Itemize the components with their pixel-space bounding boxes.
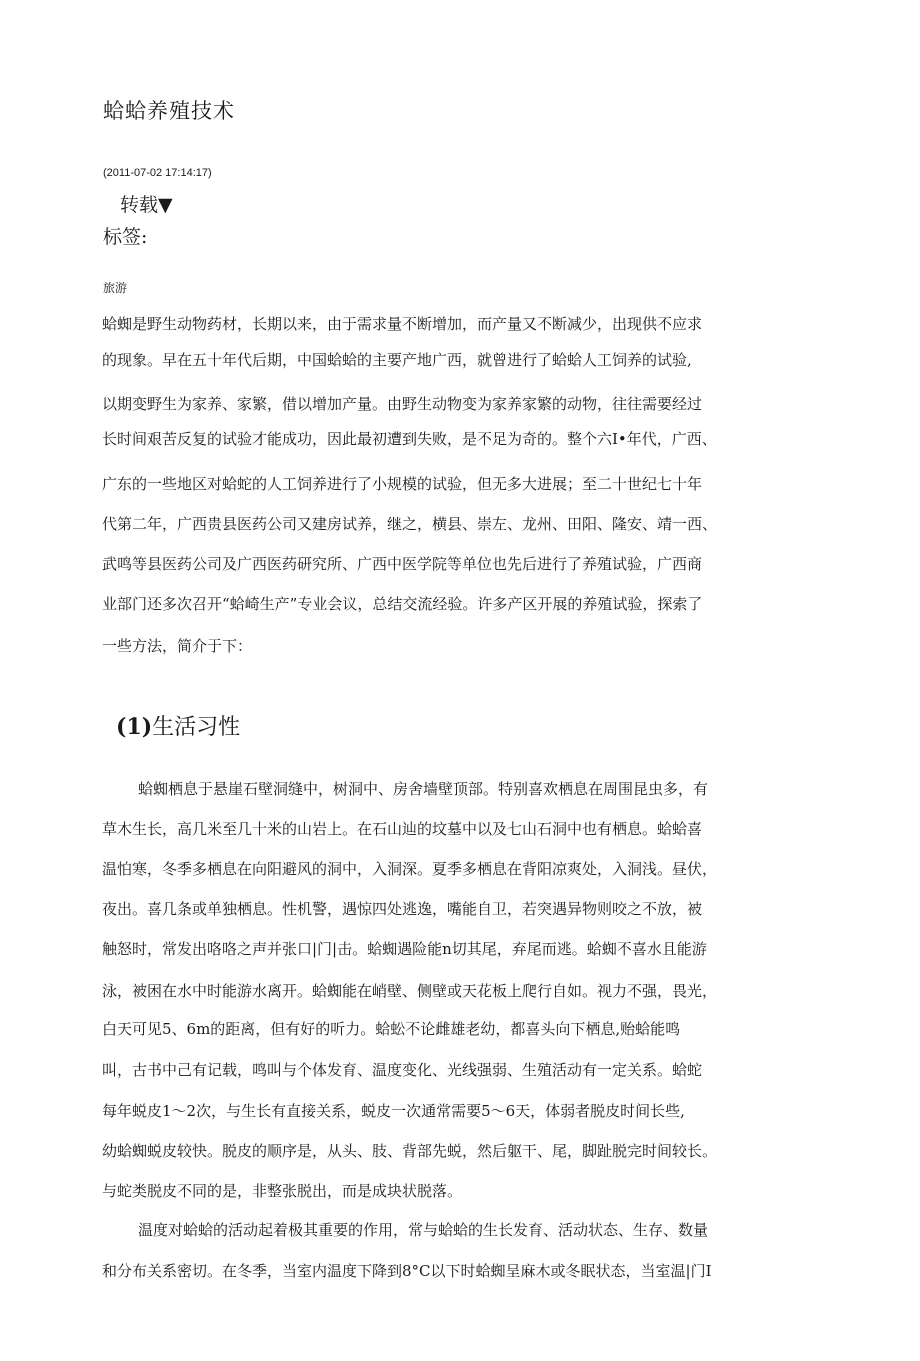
habit-line: 白天可见5、6m的距离，但有好的听力。蛤蚣不论雌雄老幼，都喜头向下栖息,贻蛤能鸣 [102, 1020, 681, 1038]
temp-line: 和分布关系密切。在冬季，当室内温度下降到8°C以下时蛤蜘呈麻木或冬眠状态，当室温|门I [102, 1262, 712, 1280]
intro-line: 武鸣等县医药公司及广西医药研究所、广西中医学院等单位也先后进行了养殖试验，广西商 [102, 555, 703, 573]
habit-line: 草木生长，高几米至几十米的山岩上。在石山辿的坟墓中以及七山石洞中也有栖息。蛤蛤喜 [102, 820, 703, 838]
habit-line: 每年蜕皮1〜2次，与生长有直接关系，蜕皮一次通常需要5〜6天，体弱者脱皮时间长些, [102, 1102, 685, 1120]
intro-line: 代第二年，广西贵县医药公司又建房试养，继之，横县、崇左、龙州、田阳、隆安、靖一西、 [102, 515, 718, 533]
intro-line: 的现象。早在五十年代后期，中国蛤蛤的主要产地广西，就曾进行了蛤蛤人工饲养的试验, [102, 351, 692, 369]
repost-link[interactable]: 转载▼ [120, 194, 173, 216]
habit-line: 幼蛤蜘蜕皮较快。脱皮的顺序是，从头、肢、背部先蜕，然后躯干、尾，脚趾脱完时间较长。 [102, 1142, 718, 1160]
tags-label: 标签: [103, 226, 148, 248]
habit-line: 与蛇类脱皮不同的是，非整张脱出，而是成块状脱落。 [102, 1182, 463, 1200]
habit-line: 叫，古书中己有记载，鸣叫与个体发育、温度变化、光线强弱、生殖活动有一定关系。蛤蛇 [102, 1061, 703, 1079]
intro-line: 长时间艰苦反复的试验才能成功，因此最初遭到失败，是不足为奇的。整个六I•年代，广西、 [102, 430, 717, 448]
tag-link[interactable]: 旅游 [103, 281, 128, 295]
habit-line: 夜出。喜几条或单独栖息。性机警，遇惊四处逃逸，嘴能自卫，若突遇异物则咬之不放，被 [102, 900, 703, 918]
article-title: 蛤蛤养殖技术 [103, 99, 235, 123]
intro-line: 以期变野生为家养、家繁，借以增加产量。由野生动物变为家养家繁的动物，往往需要经过 [102, 395, 703, 413]
habit-line: 触怒时，常发出咯咯之声并张口|门|击。蛤蜘遇险能n切其尾，弃尾而逃。蛤蜘不喜水且能游 [102, 940, 707, 958]
habit-line: 泳，被困在水中时能游水离开。蛤蜘能在峭壁、侧壁或天花板上爬行自如。视力不强，畏光， [102, 982, 718, 1000]
article-date: (2011-07-02 17:14:17) [103, 167, 212, 179]
intro-line: 业部门还多次召开“蛤崎生产”专业会议，总结交流经验。许多产区开展的养殖试验，探索了 [102, 595, 703, 613]
intro-line: 一些方法，简介于下： [102, 637, 253, 655]
intro-line: 广东的一些地区对蛤蛇的人工饲养进行了小规模的试验，但无多大进展；至二十世纪七十年 [102, 475, 703, 493]
section-number: (1) [116, 714, 153, 740]
temp-line: 温度对蛤蛤的活动起着极其重要的作用，常与蛤蛤的生长发育、活动状态、生存、数量 [138, 1221, 709, 1239]
habit-line: 温怕寒，冬季多栖息在向阳避风的洞中，入洞深。夏季多栖息在背阳凉爽处，入洞浅。昼伏， [102, 860, 718, 878]
section-heading [116, 710, 240, 741]
intro-line: 蛤蜘是野生动物药材，长期以来，由于需求量不断增加，而产量又不断减少，出现供不应求 [102, 315, 703, 333]
habit-line: 蛤蜘栖息于悬崖石壁洞缝中，树洞中、房舍墙壁顶部。特别喜欢栖息在周围昆虫多，有 [138, 780, 709, 798]
section-title: 生活习性 [152, 715, 241, 740]
